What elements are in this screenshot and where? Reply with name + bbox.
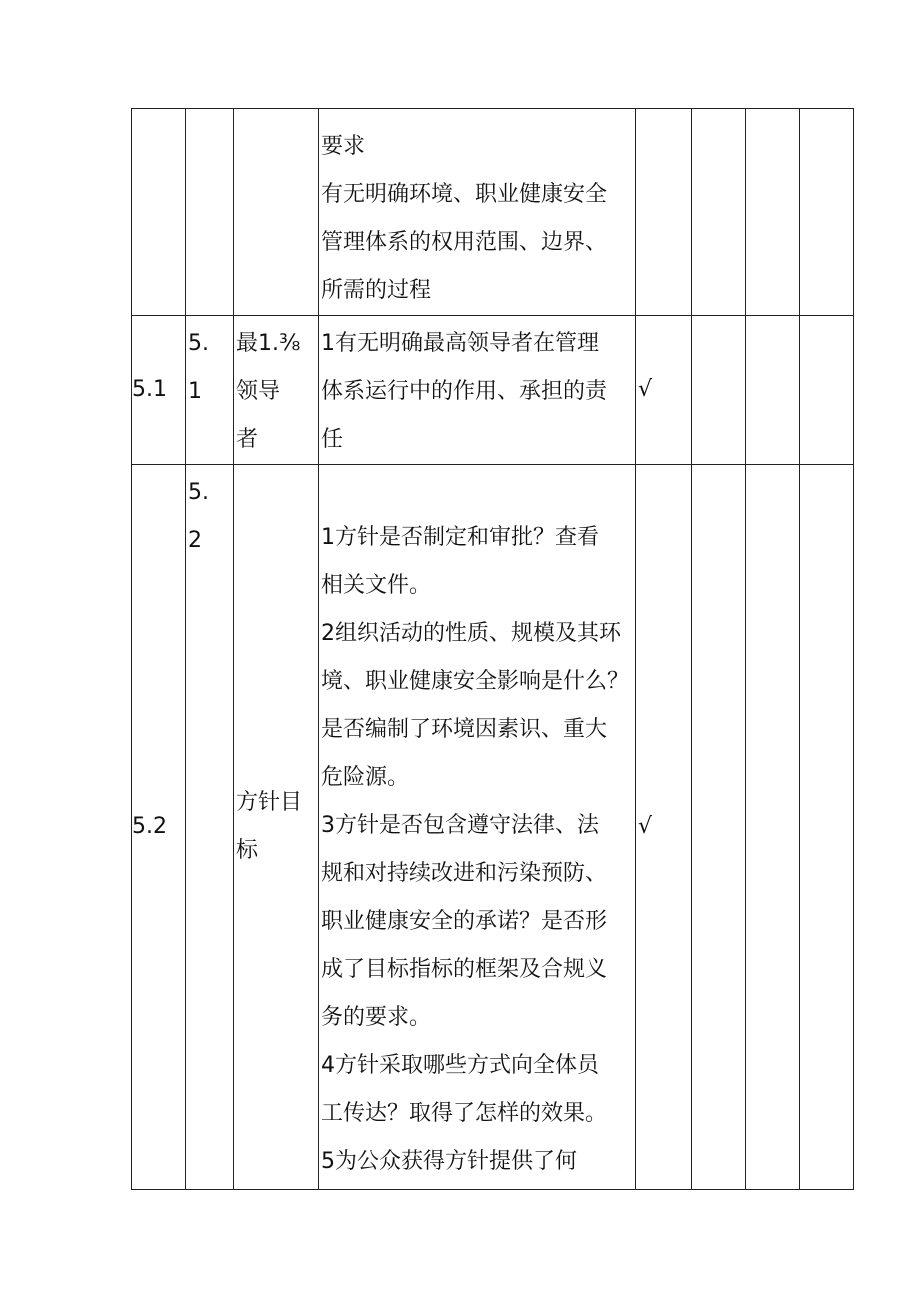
empty-cell: [800, 465, 854, 1190]
table-row: [132, 316, 854, 465]
section-label: 5.1: [132, 377, 167, 402]
subsection-cell: [186, 465, 234, 1190]
content-line: 工传达？取得了怎样的效果。: [321, 1101, 608, 1126]
content-line: 3方针是否包含遵守法律、法: [321, 813, 599, 838]
section-label: 5.2: [132, 814, 167, 839]
content-line: 境、职业健康安全影响是什么？: [321, 669, 630, 694]
item-cell: [234, 109, 319, 316]
content-line: 成了目标指标的框架及合规义: [321, 957, 608, 982]
subsection-cell: [186, 316, 234, 465]
check-mark: √: [638, 377, 653, 402]
section-cell: [132, 109, 186, 316]
subsection-cell: [186, 109, 234, 316]
content-line: 有无明确环境、职业健康安全: [321, 182, 608, 207]
item-line: 者: [236, 427, 259, 452]
empty-cell: [800, 109, 854, 316]
check-cell: [636, 109, 692, 316]
item-line: 最1.⅜: [236, 331, 301, 356]
empty-cell: [692, 109, 746, 316]
content-line: 体系运行中的作用、承担的责: [321, 379, 608, 404]
content-line: 危险源。: [321, 765, 410, 790]
content-line: 5为公众获得方针提供了何: [321, 1149, 577, 1174]
content-cell: [319, 316, 636, 465]
item-line: 领导: [236, 379, 281, 404]
section-cell: [132, 316, 186, 465]
content-line: 所需的过程: [321, 278, 432, 303]
table-row: [132, 109, 854, 316]
item-cell: [234, 316, 319, 465]
item-line: 标: [236, 838, 259, 863]
content-line: 2组织活动的性质、规模及其环: [321, 621, 621, 646]
empty-cell: [746, 465, 800, 1190]
empty-cell: [746, 109, 800, 316]
item-line: 方针目: [236, 790, 303, 815]
check-cell: [636, 465, 692, 1190]
content-line: 规和对持续改进和污染预防、: [321, 861, 608, 886]
table-row: [132, 465, 854, 1190]
subsection-line: 5.: [188, 331, 209, 356]
audit-checklist-table: [131, 108, 854, 1190]
subsection-line: 5.: [188, 480, 209, 505]
content-line: 1有无明确最高领导者在管理: [321, 331, 599, 356]
content-line: 是否编制了环境因素识、重大: [321, 717, 608, 742]
check-mark: √: [638, 814, 653, 839]
empty-cell: [746, 316, 800, 465]
content-line: 管理体系的权用范围、边界、: [321, 230, 608, 255]
content-line: 务的要求。: [321, 1005, 432, 1030]
content-cell: [319, 465, 636, 1190]
section-cell: [132, 465, 186, 1190]
content-line: 职业健康安全的承诺？是否形: [321, 909, 608, 934]
item-cell: [234, 465, 319, 1190]
content-line: 相关文件。: [321, 573, 432, 598]
check-cell: [636, 316, 692, 465]
empty-cell: [800, 316, 854, 465]
subsection-line: 2: [188, 528, 202, 553]
subsection-line: 1: [188, 379, 202, 404]
empty-cell: [692, 465, 746, 1190]
content-line: 4方针采取哪些方式向全体员: [321, 1053, 599, 1078]
content-line: 任: [321, 427, 344, 452]
content-line: 要求: [321, 134, 366, 159]
content-line: 1方针是否制定和审批？查看: [321, 525, 599, 550]
empty-cell: [692, 316, 746, 465]
content-cell: [319, 109, 636, 316]
